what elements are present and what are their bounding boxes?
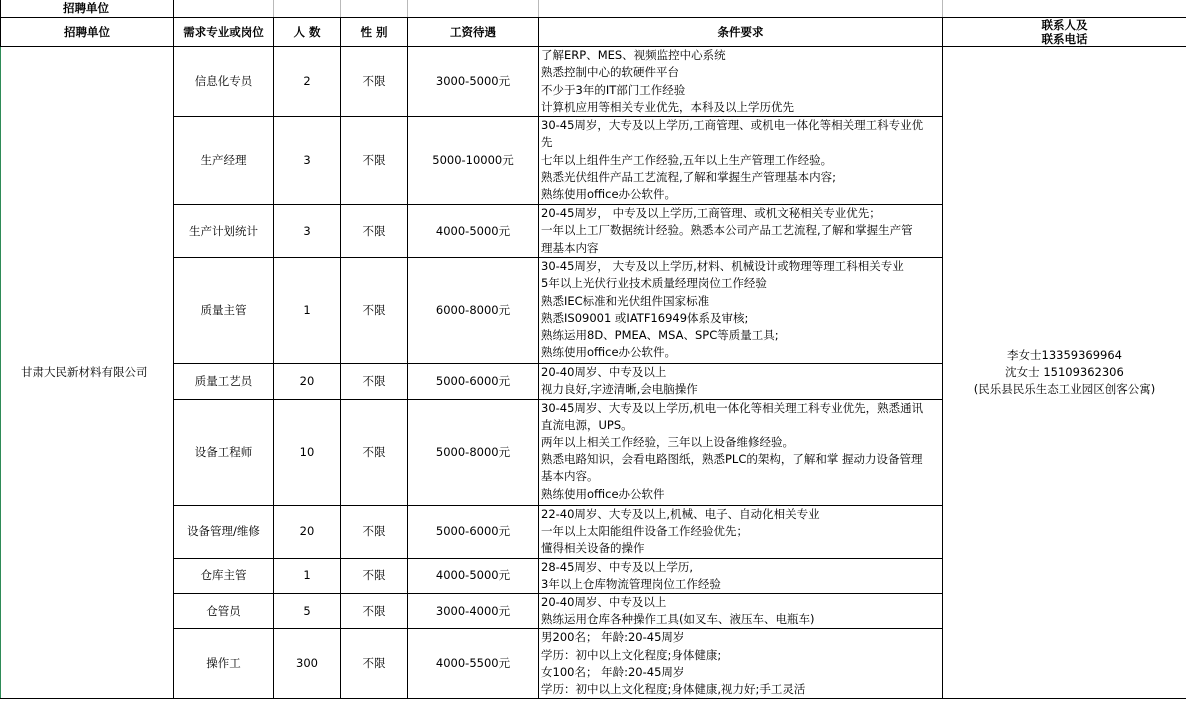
cell-position: 质量工艺员 — [174, 364, 274, 399]
contact-line3: (民乐县民乐生态工业园区创客公寓) — [973, 382, 1156, 397]
cell-count: 300 — [274, 629, 341, 699]
cell-requirements — [539, 364, 943, 399]
requirement-line: 熟练使用office办公软件 — [541, 486, 665, 501]
cell-position: 仓库主管 — [174, 558, 274, 593]
requirement-line: 22-40周岁、大专及以上,机械、电子、自动化相关专业 — [541, 506, 820, 521]
requirement-line: 理基本内容 — [541, 240, 599, 255]
cell-gender: 不限 — [341, 258, 408, 364]
top-strip-cell — [943, 0, 1186, 18]
header-requirements: 条件要求 — [539, 18, 943, 47]
top-strip-cell — [274, 0, 341, 18]
cell-requirements — [539, 594, 943, 629]
requirement-line: 男200名； 年龄:20-45周岁 — [541, 630, 685, 645]
cell-gender: 不限 — [341, 205, 408, 258]
cell-gender: 不限 — [341, 594, 408, 629]
cell-salary: 5000-8000元 — [408, 399, 539, 505]
header-contact-line2: 联系电话 — [1041, 32, 1088, 47]
requirement-line: 先 — [541, 135, 553, 150]
requirement-line: 3年以上仓库物流管理岗位工作经验 — [541, 576, 721, 591]
top-strip-cell — [539, 0, 943, 18]
cell-requirements — [539, 47, 943, 117]
cell-gender: 不限 — [341, 47, 408, 117]
table-row — [1, 47, 1186, 117]
header-gender: 性 别 — [341, 18, 408, 47]
header-row — [1, 18, 1186, 47]
contact-line2: 沈女士 15109362306 — [1005, 365, 1124, 380]
requirement-line: 28-45周岁、中专及以上学历, — [541, 559, 694, 574]
requirement-line: 熟练运用8D、PMEA、MSA、SPC等质量工具; — [541, 328, 779, 343]
cell-requirements — [539, 399, 943, 505]
requirement-line: 熟悉电路知识，会看电路图纸，熟悉PLC的架构，了解和掌 握动力设备管理 — [541, 452, 923, 467]
cell-gender: 不限 — [341, 117, 408, 205]
cell-gender: 不限 — [341, 629, 408, 699]
cell-position: 操作工 — [174, 629, 274, 699]
requirement-line: 学历：初中以上文化程度;身体健康,视力好;手工灵活 — [541, 682, 806, 697]
cell-salary: 3000-4000元 — [408, 594, 539, 629]
header-contact — [943, 18, 1186, 47]
requirement-line: 20-45周岁， 中专及以上学历,工商管理、或机文秘相关专业优先； — [541, 206, 881, 221]
requirement-line: 七年以上组件生产工作经验,五年以上生产管理工作经验。 — [541, 152, 833, 167]
cell-count: 2 — [274, 47, 341, 117]
requirement-line: 熟悉IEC标准和光伏组件国家标准 — [541, 293, 710, 308]
cell-salary: 5000-6000元 — [408, 505, 539, 558]
requirement-line: 一年以上太阳能组件设备工作经验优先； — [541, 523, 748, 538]
cell-requirements — [539, 205, 943, 258]
requirement-line: 计算机应用等相关专业优先，本科及以上学历优先 — [541, 99, 794, 114]
cell-count: 1 — [274, 558, 341, 593]
cell-requirements — [539, 558, 943, 593]
top-strip-cell — [408, 0, 539, 18]
cell-salary: 4000-5000元 — [408, 558, 539, 593]
cell-count: 20 — [274, 505, 341, 558]
cell-salary: 3000-5000元 — [408, 47, 539, 117]
cell-count: 5 — [274, 594, 341, 629]
requirement-line: 30-45周岁、大专及以上学历,机电一体化等相关理工科专业优先，熟悉通讯 — [541, 400, 924, 415]
header-company: 招聘单位 — [1, 18, 174, 47]
cell-count: 1 — [274, 258, 341, 364]
header-contact-line1: 联系人及 — [1041, 18, 1088, 33]
cell-salary: 4000-5000元 — [408, 205, 539, 258]
cell-gender: 不限 — [341, 399, 408, 505]
requirement-line: 熟悉控制中心的软硬件平台 — [541, 65, 679, 80]
cell-position: 仓管员 — [174, 594, 274, 629]
cell-position: 设备工程师 — [174, 399, 274, 505]
cell-count: 10 — [274, 399, 341, 505]
requirement-line: 视力良好,字迹清晰,会电脑操作 — [541, 382, 698, 397]
cell-salary: 5000-6000元 — [408, 364, 539, 399]
cell-salary: 6000-8000元 — [408, 258, 539, 364]
requirement-line: 学历：初中以上文化程度;身体健康; — [541, 647, 722, 662]
requirement-line: 不少于3年的IT部门工作经验 — [541, 82, 686, 97]
requirement-line: 熟练运用仓库各种操作工具(如叉车、液压车、电瓶车) — [541, 612, 815, 627]
header-count: 人 数 — [274, 18, 341, 47]
header-salary: 工资待遇 — [408, 18, 539, 47]
requirement-line: 熟练使用office办公软件。 — [541, 187, 677, 202]
contact-line1: 李女士13359369964 — [1007, 348, 1122, 363]
company-name: 甘肃大民新材料有限公司 — [1, 47, 174, 699]
requirement-line: 5年以上光伏行业技术质量经理岗位工作经验 — [541, 276, 767, 291]
cell-requirements — [539, 629, 943, 699]
cell-gender: 不限 — [341, 505, 408, 558]
cell-requirements — [539, 505, 943, 558]
top-strip-cell — [174, 0, 274, 18]
cell-requirements — [539, 117, 943, 205]
cell-position: 质量主管 — [174, 258, 274, 364]
cell-requirements — [539, 258, 943, 364]
top-strip-cell — [341, 0, 408, 18]
cell-count: 20 — [274, 364, 341, 399]
requirement-line: 30-45周岁， 大专及以上学历,材料、机械设计或物理等理工科相关专业 — [541, 259, 904, 274]
cell-salary: 4000-5500元 — [408, 629, 539, 699]
contact-info — [943, 47, 1186, 699]
requirement-line: 直流电源，UPS。 — [541, 417, 633, 432]
cell-position: 信息化专员 — [174, 47, 274, 117]
cell-salary: 5000-10000元 — [408, 117, 539, 205]
requirement-line: 20-40周岁、中专及以上 — [541, 365, 667, 380]
requirement-line: 30-45周岁，大专及以上学历,工商管理、或机电一体化等相关理工科专业优 — [541, 118, 924, 133]
cell-position: 设备管理/维修 — [174, 505, 274, 558]
requirement-line: 懂得相关设备的操作 — [541, 541, 645, 556]
top-strip-label: 招聘单位 — [1, 0, 174, 18]
cell-count: 3 — [274, 205, 341, 258]
cell-count: 3 — [274, 117, 341, 205]
cell-position: 生产计划统计 — [174, 205, 274, 258]
requirement-line: 一年以上工厂数据统计经验。熟悉本公司产品工艺流程,了解和掌握生产管 — [541, 223, 913, 238]
cell-gender: 不限 — [341, 558, 408, 593]
requirement-line: 基本内容。 — [541, 469, 599, 484]
cell-gender: 不限 — [341, 364, 408, 399]
requirement-line: 熟悉IS09001 或IATF16949体系及审核; — [541, 310, 749, 325]
header-position: 需求专业或岗位 — [174, 18, 274, 47]
requirement-line: 两年以上相关工作经验，三年以上设备维修经验。 — [541, 435, 794, 450]
requirement-line: 20-40周岁、中专及以上 — [541, 595, 667, 610]
requirement-line: 熟悉光伏组件产品工艺流程,了解和掌握生产管理基本内容; — [541, 169, 837, 184]
top-strip-row — [1, 0, 1186, 18]
requirement-line: 熟练使用office办公软件。 — [541, 345, 677, 360]
cell-position: 生产经理 — [174, 117, 274, 205]
requirement-line: 女100名； 年龄:20-45周岁 — [541, 664, 685, 679]
requirement-line: 了解ERP、MES、视频监控中心系统 — [541, 48, 726, 63]
